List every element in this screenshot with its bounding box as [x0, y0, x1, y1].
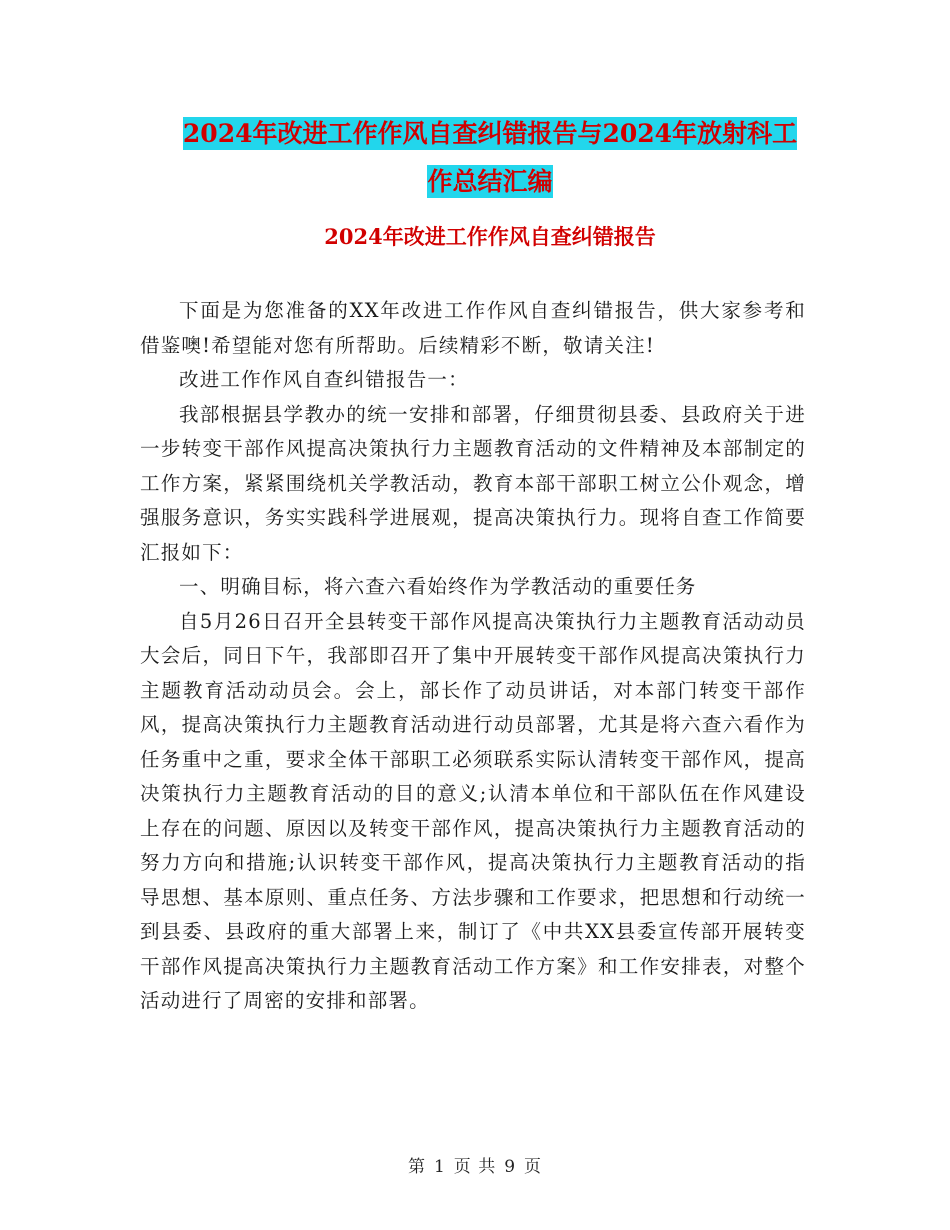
document-title-line-2: 作总结汇编	[427, 167, 553, 196]
paragraph: 我部根据县学教办的统一安排和部署，仔细贯彻县委、县政府关于进一步转变干部作风提高决策执行力主题教育活动的文件精神及本部制定的工作方案，紧紧围绕机关学教活动，教育本部干部职工树立公仆观念，增强服务意识，务实实践科学进展观，提高决策执行力。现将自查工作简要汇报如下：	[140, 402, 806, 564]
document-title	[140, 110, 840, 206]
footer-middle: 页 共	[453, 1157, 497, 1177]
document-title-line-1: 2024年改进工作作风自查纠错报告与2024年放射科工	[182, 119, 798, 148]
document-body	[140, 294, 806, 1019]
paragraph: 一、明确目标，将六查六看始终作为学教活动的重要任务	[179, 575, 697, 598]
page-total: 9	[504, 1157, 517, 1177]
page-footer	[0, 1152, 950, 1177]
page-number: 1	[433, 1157, 446, 1177]
paragraph: 自5月26日召开全县转变干部作风提高决策执行力主题教育活动动员大会后，同日下午，我部即召开了集中开展转变干部作风提高决策执行力主题教育活动动员会。会上，部长作了动员讲话，对本部门转变干部作风，提高决策执行力主题教育活动进行动员部署，尤其是将六查六看作为任务重中之重，要求全体干部职工必须联系实际认清转变干部作风，提高决策执行力主题教育活动的目的意义;认清本单位和干部队伍在作风建设上存在的问题、原因以及转变干部作风，提高决策执行力主题教育活动的努力方向和措施;认识转变干部作风，提高决策执行力主题教育活动的指导思想、基本原则、重点任务、方法步骤和工作要求，把思想和行动统一到县委、县政府的重大部署上来，制订了《中共XX县委宣传部开展转变干部作风提高决策执行力主题教育活动工作方案》和工作安排表，对整个活动进行了周密的安排和部署。	[140, 609, 806, 1012]
section-title: 2024年改进工作作风自查纠错报告	[324, 224, 656, 249]
paragraph: 下面是为您准备的XX年改进工作作风自查纠错报告，供大家参考和借鉴噢!希望能对您有所帮助。后续精彩不断，敬请关注!	[140, 299, 806, 357]
footer-suffix: 页	[524, 1157, 543, 1177]
paragraph: 改进工作作风自查纠错报告一：	[179, 368, 469, 391]
footer-prefix: 第	[407, 1157, 426, 1177]
